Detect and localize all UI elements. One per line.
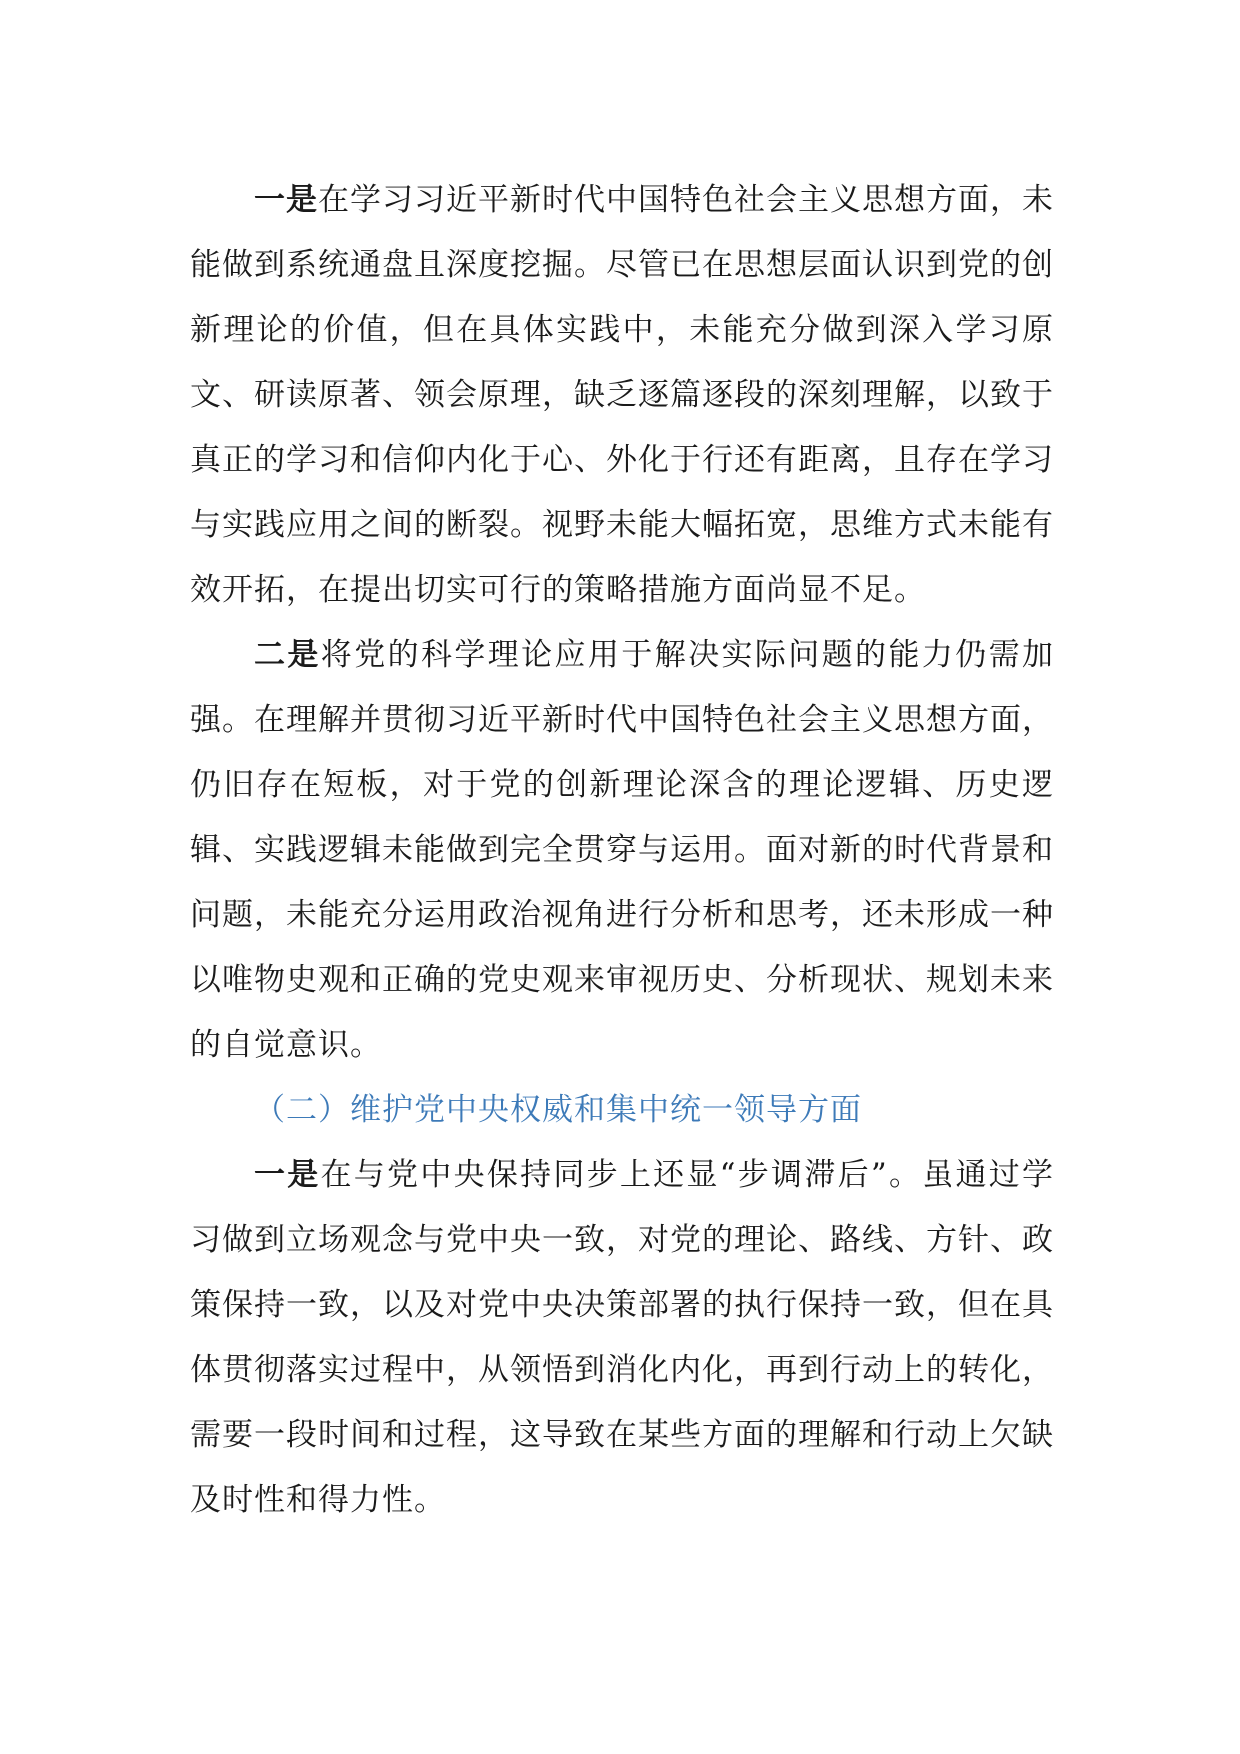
section-heading: （二）维护党中央权威和集中统一领导方面	[254, 1092, 862, 1128]
paragraph-3-text: 在与党中央保持同步上还显“步调滞后”。虽通过学习做到立场观念与党中央一致，对党的理论、路线、方针、政策保持一致，以及对党中央决策部署的执行保持一致，但在具体贯彻落实过程中，从领悟到消化内化，再到行动上的转化，需要一段时间和过程，这导致在某些方面的理解和行动上欠缺及时性和得力性。	[190, 1157, 1054, 1518]
paragraph-1-text: 在学习习近平新时代中国特色社会主义思想方面，未能做到系统通盘且深度挖掘。尽管已在思想层面认识到党的创新理论的价值，但在具体实践中，未能充分做到深入学习原文、研读原著、领会原理，缺乏逐篇逐段的深刻理解，以致于真正的学习和信仰内化于心、外化于行还有距离，且存在学习与实践应用之间的断裂。视野未能大幅拓宽，思维方式未能有效开拓，在提出切实可行的策略措施方面尚显不足。	[190, 182, 1054, 608]
paragraph-3-lead: 一是	[254, 1157, 321, 1193]
paragraph-2	[190, 623, 1054, 1078]
paragraph-3	[190, 1143, 1054, 1533]
paragraph-1-lead: 一是	[254, 182, 318, 218]
paragraph-2-text: 将党的科学理论应用于解决实际问题的能力仍需加强。在理解并贯彻习近平新时代中国特色社会主义思想方面，仍旧存在短板，对于党的创新理论深含的理论逻辑、历史逻辑、实践逻辑未能做到完全贯穿与运用。面对新的时代背景和问题，未能充分运用政治视角进行分析和思考，还未形成一种以唯物史观和正确的党史观来审视历史、分析现状、规划未来的自觉意识。	[190, 637, 1055, 1063]
paragraph-2-lead: 二是	[254, 637, 321, 673]
paragraph-1	[190, 168, 1054, 623]
document-page	[190, 168, 1054, 1533]
